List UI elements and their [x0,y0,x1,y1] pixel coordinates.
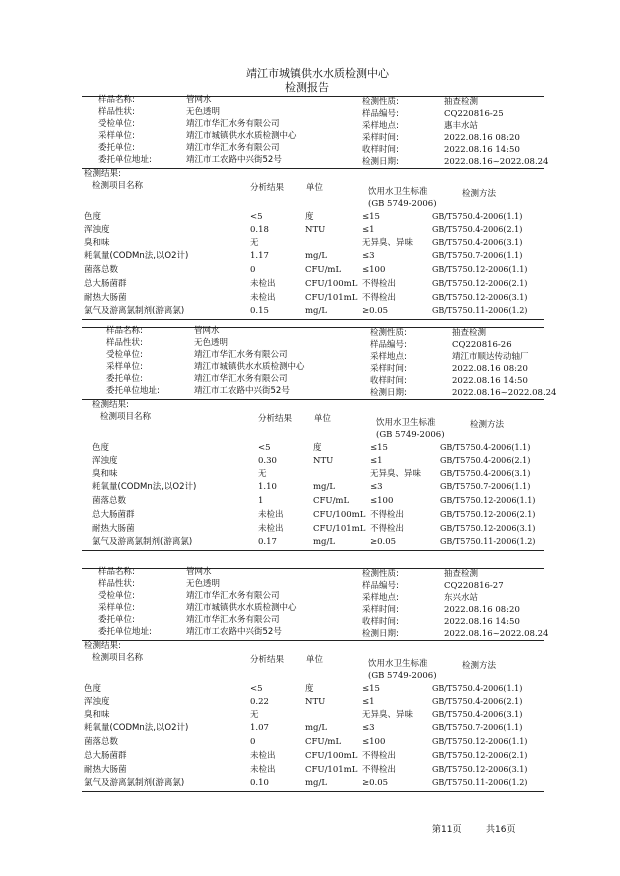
table-row-item: 耗氧量(CODMn法,以O2计) [84,251,189,261]
table-row-result: <5 [258,443,271,453]
report-org-title: 靖江市城镇供水水质检测中心 [246,67,389,80]
table-row-method: GB/T5750.11-2006(1.2) [432,778,528,787]
nature-label: 检测性质: [362,97,399,107]
table-row-result: 1.10 [258,482,277,492]
table-row-standard: ≤3 [362,723,375,733]
col-method-header: 检测方法 [462,189,497,199]
col-item-header: 检测项目名称 [92,181,144,191]
table-row-method: GB/T5750.12-2006(3.1) [432,293,528,302]
client-label: 受检单位: [98,591,135,601]
table-row-method: GB/T5750.12-2006(3.1) [432,765,528,774]
table-row-method: GB/T5750.4-2006(1.1) [432,212,523,221]
col-std-subheader: (GB 5749-2006) [376,430,445,440]
col-result-header: 分析结果 [250,655,285,665]
table-row-standard: ≤15 [362,212,380,222]
table-row-item: 氯气及游离氯制剂(游离氯) [84,778,185,788]
table-row-standard: ≤100 [362,737,386,747]
table-row-standard: ≤15 [362,684,380,694]
sample-time-label: 采样时间: [370,364,407,374]
table-row-item: 色度 [84,684,102,694]
table-row-unit: CFU/100mL [313,510,366,520]
receive-time-label: 收样时间: [370,376,407,386]
table-row-unit: CFU/101mL [305,765,358,775]
sample-no-value: CQ220816-25 [444,109,504,119]
table-row-standard: ≤1 [362,697,375,707]
table-row-result: <5 [250,212,263,222]
table-row-item: 氯气及游离氯制剂(游离氯) [92,537,193,547]
sample-name-label: 样品名称: [98,567,135,577]
test-date-value: 2022.08.16~2022.08.24 [444,157,549,167]
table-row-standard: ≥0.05 [362,778,389,788]
table-row-standard: 不得检出 [362,279,397,289]
table-row-method: GB/T5750.7-2006(1.1) [432,723,523,732]
report-subtitle: 检测报告 [285,81,329,94]
table-row-standard: 无异臭、异味 [362,238,414,248]
block-bottom-rule [82,550,544,551]
table-row-item: 耐热大肠菌 [92,524,135,534]
table-row-result: 1.07 [250,723,269,733]
col-std-subheader: (GB 5749-2006) [368,671,437,681]
nature-label: 检测性质: [362,569,399,579]
result-label: 检测结果: [84,641,121,651]
site-value: 东兴水站 [444,593,479,603]
table-row-unit: mg/L [305,306,328,316]
table-row-unit: CFU/100mL [305,751,358,761]
table-row-standard: ≥0.05 [370,537,397,547]
table-row-standard: ≥0.05 [362,306,389,316]
sample-props-value: 无色透明 [186,107,221,117]
table-row-standard: ≤100 [362,265,386,275]
entrust-addr-value: 靖江市工农路中兴街52号 [194,386,290,396]
page-number: 第11页 [432,825,462,835]
test-date-label: 检测日期: [370,388,407,398]
table-row-unit: CFU/mL [313,496,350,506]
receive-time-label: 收样时间: [362,145,399,155]
col-method-header: 检测方法 [470,420,505,430]
table-row-result: 1 [258,496,264,506]
table-row-method: GB/T5750.12-2006(1.1) [432,737,528,746]
table-row-result: 无 [258,469,267,479]
table-row-method: GB/T5750.7-2006(1.1) [432,251,523,260]
table-row-item: 色度 [84,212,102,222]
table-row-method: GB/T5750.4-2006(2.1) [432,225,523,234]
site-value: 靖江市顺达传动轴厂 [452,352,529,362]
sample-time-label: 采样时间: [362,605,399,615]
table-row-item: 浑浊度 [92,456,118,466]
table-row-result: <5 [250,684,263,694]
table-row-method: GB/T5750.4-2006(2.1) [432,697,523,706]
nature-value: 抽查检测 [444,569,479,579]
table-row-method: GB/T5750.12-2006(1.1) [440,496,536,505]
sample-time-value: 2022.08.16 08:20 [444,605,520,615]
test-date-label: 检测日期: [362,157,399,167]
table-row-result: 0.18 [250,225,269,235]
table-row-method: GB/T5750.7-2006(1.1) [440,482,531,491]
result-label: 检测结果: [84,169,121,179]
table-row-method: GB/T5750.11-2006(1.2) [432,306,528,315]
entrust-value: 靖江市华汇水务有限公司 [194,374,288,384]
sampler-label: 采样单位: [98,131,135,141]
client-value: 靖江市华汇水务有限公司 [186,591,280,601]
sample-time-label: 采样时间: [362,133,399,143]
col-std-header: 饮用水卫生标准 [368,187,428,197]
table-row-item: 菌落总数 [84,265,119,275]
entrust-addr-label: 委托单位地址: [106,386,160,396]
result-label: 检测结果: [92,400,129,410]
table-row-item: 耗氧量(CODMn法,以O2计) [92,482,197,492]
sample-no-value: CQ220816-26 [452,340,512,350]
block-bottom-rule [82,791,544,792]
block-mid-rule [82,168,544,169]
receive-time-value: 2022.08.16 14:50 [444,145,520,155]
block-mid-rule [82,640,544,641]
table-row-standard: 不得检出 [362,765,397,775]
sample-props-label: 样品性状: [106,338,143,348]
table-row-result: 未检出 [250,293,276,303]
site-label: 采样地点: [362,593,399,603]
table-row-item: 浑浊度 [84,697,110,707]
table-row-unit: CFU/100mL [305,279,358,289]
entrust-addr-label: 委托单位地址: [98,627,152,637]
page-total: 共16页 [486,825,516,835]
table-row-method: GB/T5750.4-2006(3.1) [432,710,523,719]
sample-no-label: 样品编号: [370,340,407,350]
sample-name-value: 管网水 [186,95,212,105]
table-row-item: 耐热大肠菌 [84,293,127,303]
sample-time-value: 2022.08.16 08:20 [452,364,528,374]
table-row-unit: mg/L [313,537,336,547]
table-row-item: 氯气及游离氯制剂(游离氯) [84,306,185,316]
nature-value: 抽查检测 [452,328,487,338]
sampler-value: 靖江市城镇供水水质检测中心 [194,362,305,372]
table-row-unit: CFU/101mL [305,293,358,303]
table-row-unit: CFU/101mL [313,524,366,534]
sampler-label: 采样单位: [106,362,143,372]
table-row-item: 总大肠菌群 [84,751,127,761]
table-row-result: 无 [250,238,259,248]
col-unit-header: 单位 [306,183,324,193]
table-row-item: 耐热大肠菌 [84,765,127,775]
receive-time-value: 2022.08.16 14:50 [444,617,520,627]
entrust-addr-value: 靖江市工农路中兴街52号 [186,155,282,165]
table-row-standard: 不得检出 [362,293,397,303]
block-mid-rule [82,399,544,400]
table-row-item: 菌落总数 [84,737,119,747]
sample-name-value: 管网水 [194,326,220,336]
col-result-header: 分析结果 [258,414,293,424]
table-row-method: GB/T5750.4-2006(2.1) [440,456,531,465]
table-row-result: 0.10 [250,778,269,788]
client-label: 受检单位: [98,119,135,129]
table-row-method: GB/T5750.4-2006(3.1) [432,238,523,247]
entrust-addr-value: 靖江市工农路中兴街52号 [186,627,282,637]
table-row-standard: ≤15 [370,443,388,453]
table-row-method: GB/T5750.4-2006(1.1) [440,443,531,452]
sample-props-label: 样品性状: [98,107,135,117]
table-row-standard: 无异臭、异味 [362,710,414,720]
table-row-unit: 度 [305,212,314,222]
entrust-addr-label: 委托单位地址: [98,155,152,165]
table-row-item: 臭和味 [84,710,110,720]
sample-props-label: 样品性状: [98,579,135,589]
col-item-header: 检测项目名称 [100,412,152,422]
table-row-unit: mg/L [305,778,328,788]
table-row-result: 未检出 [258,524,284,534]
entrust-value: 靖江市华汇水务有限公司 [186,615,280,625]
col-std-header: 饮用水卫生标准 [368,659,428,669]
table-row-method: GB/T5750.4-2006(3.1) [440,469,531,478]
test-date-value: 2022.08.16~2022.08.24 [444,629,549,639]
sample-name-label: 样品名称: [98,95,135,105]
table-row-result: 未检出 [250,765,276,775]
block-bottom-rule [82,319,544,320]
table-row-standard: 不得检出 [362,751,397,761]
table-row-unit: mg/L [305,251,328,261]
sample-name-label: 样品名称: [106,326,143,336]
col-method-header: 检测方法 [462,661,497,671]
sample-no-value: CQ220816-27 [444,581,504,591]
sample-block [0,327,620,567]
table-row-result: 0 [250,265,256,275]
table-row-unit: 度 [313,443,322,453]
col-item-header: 检测项目名称 [92,653,144,663]
table-row-method: GB/T5750.12-2006(2.1) [432,751,528,760]
table-row-unit: NTU [313,456,334,466]
table-row-item: 浑浊度 [84,225,110,235]
table-row-method: GB/T5750.12-2006(3.1) [440,524,536,533]
table-row-result: 无 [250,710,259,720]
table-row-unit: CFU/mL [305,265,342,275]
table-row-standard: ≤1 [370,456,383,466]
site-label: 采样地点: [362,121,399,131]
table-row-unit: mg/L [305,723,328,733]
table-row-standard: 不得检出 [370,524,405,534]
entrust-label: 委托单位: [98,615,135,625]
client-label: 受检单位: [106,350,143,360]
table-row-result: 1.17 [250,251,269,261]
table-row-result: 0.22 [250,697,269,707]
sample-time-value: 2022.08.16 08:20 [444,133,520,143]
entrust-value: 靖江市华汇水务有限公司 [186,143,280,153]
sample-name-value: 管网水 [186,567,212,577]
receive-time-label: 收样时间: [362,617,399,627]
sample-no-label: 样品编号: [362,109,399,119]
col-unit-header: 单位 [306,655,324,665]
table-row-method: GB/T5750.11-2006(1.2) [440,537,536,546]
table-row-result: 0.15 [250,306,269,316]
table-row-item: 臭和味 [92,469,118,479]
test-date-value: 2022.08.16~2022.08.24 [452,388,557,398]
table-row-result: 0.30 [258,456,277,466]
site-label: 采样地点: [370,352,407,362]
col-unit-header: 单位 [314,414,332,424]
sample-block [0,568,620,808]
table-row-item: 臭和味 [84,238,110,248]
table-row-unit: 度 [305,684,314,694]
table-row-unit: CFU/mL [305,737,342,747]
client-value: 靖江市华汇水务有限公司 [186,119,280,129]
nature-label: 检测性质: [370,328,407,338]
col-result-header: 分析结果 [250,183,285,193]
receive-time-value: 2022.08.16 14:50 [452,376,528,386]
client-value: 靖江市华汇水务有限公司 [194,350,288,360]
table-row-standard: 无异臭、异味 [370,469,422,479]
sampler-value: 靖江市城镇供水水质检测中心 [186,603,297,613]
sample-no-label: 样品编号: [362,581,399,591]
test-date-label: 检测日期: [362,629,399,639]
table-row-result: 未检出 [250,279,276,289]
table-row-standard: 不得检出 [370,510,405,520]
sample-props-value: 无色透明 [194,338,229,348]
table-row-method: GB/T5750.12-2006(1.1) [432,265,528,274]
table-row-method: GB/T5750.12-2006(2.1) [432,279,528,288]
table-row-standard: ≤3 [370,482,383,492]
table-row-result: 未检出 [258,510,284,520]
table-row-standard: ≤1 [362,225,375,235]
table-row-standard: ≤100 [370,496,394,506]
sample-block [0,96,620,336]
table-row-item: 色度 [92,443,110,453]
table-row-unit: mg/L [313,482,336,492]
nature-value: 抽查检测 [444,97,479,107]
table-row-method: GB/T5750.4-2006(1.1) [432,684,523,693]
table-row-result: 未检出 [250,751,276,761]
table-row-unit: NTU [305,225,326,235]
table-row-item: 总大肠菌群 [92,510,135,520]
table-row-item: 菌落总数 [92,496,127,506]
table-row-result: 0 [250,737,256,747]
col-std-subheader: (GB 5749-2006) [368,199,437,209]
site-value: 惠丰水站 [444,121,479,131]
table-row-item: 耗氧量(CODMn法,以O2计) [84,723,189,733]
table-row-unit: NTU [305,697,326,707]
entrust-label: 委托单位: [98,143,135,153]
sampler-label: 采样单位: [98,603,135,613]
table-row-standard: ≤3 [362,251,375,261]
entrust-label: 委托单位: [106,374,143,384]
table-row-result: 0.17 [258,537,277,547]
sampler-value: 靖江市城镇供水水质检测中心 [186,131,297,141]
col-std-header: 饮用水卫生标准 [376,418,436,428]
table-row-item: 总大肠菌群 [84,279,127,289]
sample-props-value: 无色透明 [186,579,221,589]
table-row-method: GB/T5750.12-2006(2.1) [440,510,536,519]
